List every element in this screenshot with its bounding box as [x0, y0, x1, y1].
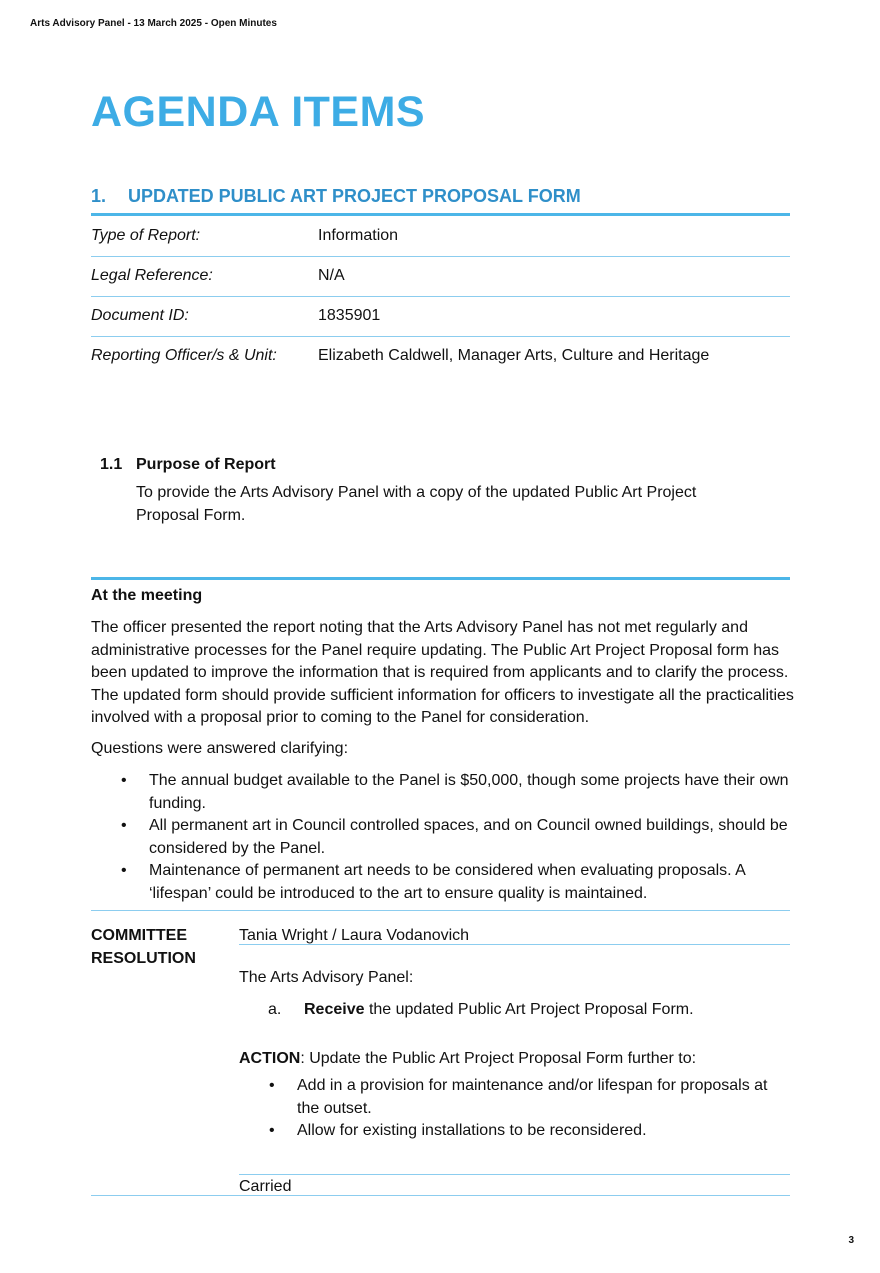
list-item — [269, 1075, 792, 1120]
meeting-rule — [91, 577, 790, 580]
info-value-officer: Elizabeth Caldwell, Manager Arts, Culture and Heritage — [318, 347, 710, 364]
resolution-item — [304, 999, 694, 1022]
info-label-type: Type of Report: — [91, 227, 201, 244]
meeting-paragraph: The officer presented the report noting that the Arts Advisory Panel has not met regularly and administrative processes for the Panel require updating. The Public Art Project Proposal form has been updated to improve the information that is required from applicants and to clarify the process. The updated form should provide sufficient information for officers to investigate all the practicalities involved with a proposal prior to coming to the Panel for consideration. — [91, 619, 794, 726]
questions-intro: Questions were answered clarifying: — [91, 740, 349, 757]
purpose-number: 1.1 — [100, 456, 123, 473]
resolution-outcome: Carried — [239, 1178, 292, 1195]
page-number: 3 — [848, 1235, 854, 1246]
resolution-top-rule — [91, 910, 790, 911]
bullet-icon: • — [121, 772, 127, 789]
action-list — [269, 1075, 792, 1143]
info-row-divider — [91, 296, 790, 297]
meeting-heading: At the meeting — [91, 587, 203, 604]
purpose-heading — [100, 456, 276, 474]
list-item — [121, 860, 794, 905]
bullet-icon: • — [269, 1122, 275, 1139]
purpose-title: Purpose of Report — [136, 456, 276, 473]
resolution-label-line1: COMMITTEE — [91, 927, 187, 944]
bullet-icon: • — [121, 817, 127, 834]
agenda-item-number: 1. — [91, 186, 107, 206]
action-label: ACTION — [239, 1050, 301, 1067]
page-title: AGENDA ITEMS — [91, 88, 426, 136]
list-item — [121, 770, 794, 815]
list-item — [269, 1120, 792, 1143]
agenda-item-heading — [91, 186, 581, 207]
resolution-label-line2: RESOLUTION — [91, 949, 196, 967]
bullet-icon: • — [269, 1077, 275, 1094]
info-label-document-id: Document ID: — [91, 307, 189, 324]
resolution-label — [91, 925, 196, 970]
info-value-document-id: 1835901 — [318, 307, 381, 324]
resolution-item-letter: a. — [268, 1001, 282, 1018]
list-item — [121, 815, 794, 860]
bullet-icon: • — [121, 862, 127, 879]
info-label-officer: Reporting Officer/s & Unit: — [91, 347, 277, 364]
outcome-top-rule — [239, 1174, 790, 1175]
info-value-type: Information — [318, 227, 399, 244]
list-item-text: Add in a provision for maintenance and/or lifespan for proposals at the outset. — [297, 1077, 768, 1117]
list-item-text: Maintenance of permanent art needs to be considered when evaluating proposals. A ‘lifespan’ could be introduced to the art to ensure quality is maintained. — [149, 862, 745, 902]
info-row-divider — [91, 336, 790, 337]
questions-list — [121, 770, 794, 905]
list-item-text: All permanent art in Council controlled spaces, and on Council owned buildings, should be considered by the Panel. — [149, 817, 788, 857]
list-item-text: Allow for existing installations to be reconsidered. — [297, 1122, 647, 1139]
info-row-divider — [91, 256, 790, 257]
movers-rule — [239, 944, 790, 945]
resolution-item-text: the updated Public Art Project Proposal Form. — [364, 1001, 694, 1018]
info-value-legal: N/A — [318, 267, 345, 284]
heading-rule — [91, 213, 790, 216]
purpose-text: To provide the Arts Advisory Panel with a copy of the updated Public Art Project Proposal Form. — [136, 484, 697, 524]
agenda-item-title: UPDATED PUBLIC ART PROJECT PROPOSAL FORM — [128, 186, 581, 206]
action-text: : Update the Public Art Project Proposal Form further to: — [300, 1050, 697, 1067]
document-header: Arts Advisory Panel - 13 March 2025 - Open Minutes — [30, 18, 277, 29]
resolution-item-verb: Receive — [304, 1001, 365, 1018]
resolution-intro: The Arts Advisory Panel: — [239, 969, 414, 986]
resolution-movers: Tania Wright / Laura Vodanovich — [239, 927, 470, 944]
action-line — [239, 1048, 696, 1071]
info-label-legal: Legal Reference: — [91, 267, 213, 284]
list-item-text: The annual budget available to the Panel is $50,000, though some projects have their own funding. — [149, 772, 789, 812]
resolution-bottom-rule — [91, 1195, 790, 1196]
